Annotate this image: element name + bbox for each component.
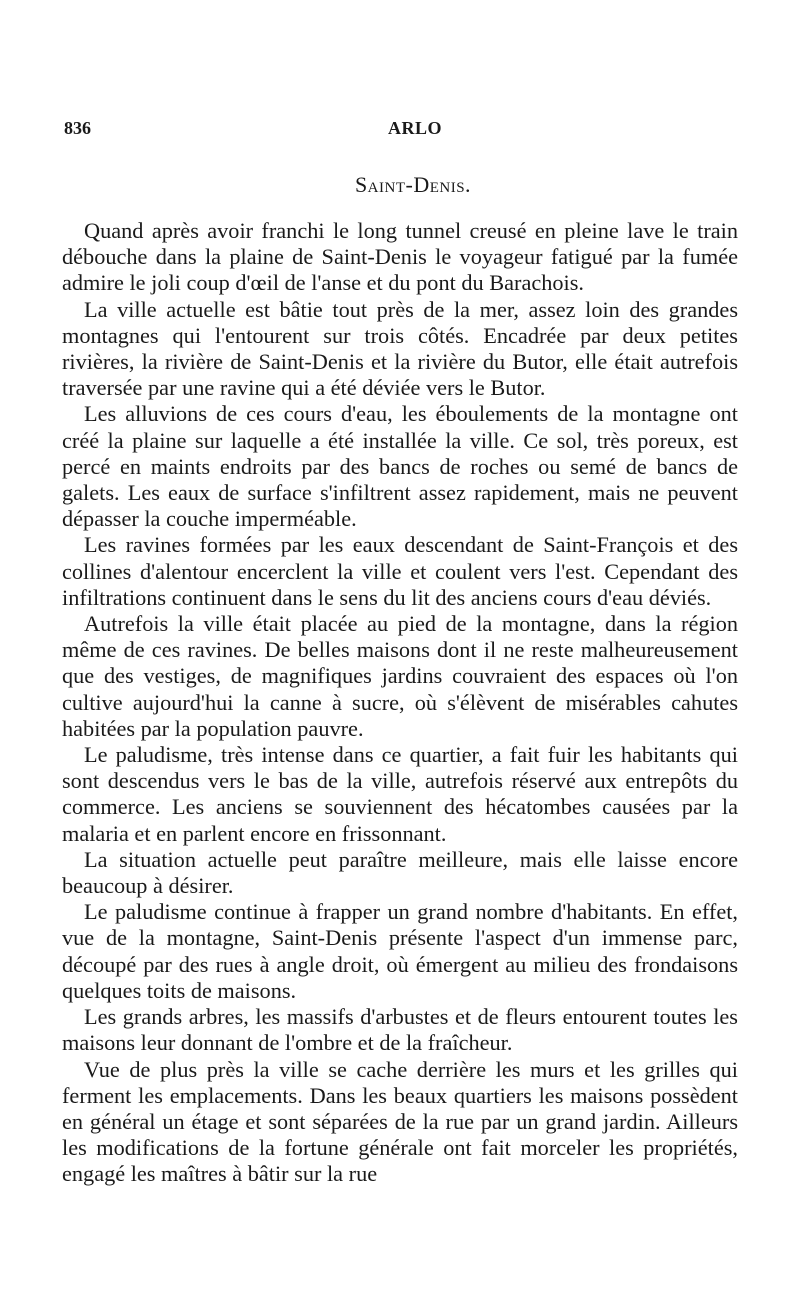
body-text — [62, 218, 738, 1188]
section-title: Saint-Denis. — [354, 172, 472, 197]
paragraph: La ville actuelle est bâtie tout près de la mer, assez loin des grandes montagnes qui l'entourent sur trois côtés. Encadrée par deux petites rivières, la rivière de Saint-Denis et la rivière du Butor, elle était autrefois traversée par une ravine qui a été déviée vers le Butor. — [62, 296, 738, 401]
paragraph: Autrefois la ville était placée au pied de la montagne, dans la région même de ces ravines. De belles maisons dont il ne reste malheureusement que des vestiges, de magnifiques jardins couvraient des espaces où l'on cultive aujourd'hui la canne à sucre, où s'élèvent de misérables cahutes habitées par la population pauvre. — [62, 611, 738, 741]
paragraph: Quand après avoir franchi le long tunnel creusé en pleine lave le train débouche dans la plaine de Saint-Denis le voyageur fatigué par la fumée admire le joli coup d'œil de l'anse et du pont du Barachois. — [62, 218, 738, 296]
paragraph: La situation actuelle peut paraître meilleure, mais elle laisse encore beaucoup à désirer. — [62, 846, 738, 899]
paragraph: Les ravines formées par les eaux descendant de Saint-François et des collines d'alentour encerclent la ville et coulent vers l'est. Cependant des infiltrations continuent dans le sens du lit des anciens cours d'eau déviés. — [62, 532, 738, 610]
paragraph: Vue de plus près la ville se cache derrière les murs et les grilles qui ferment les emplacements. Dans les beaux quartiers les maisons possèdent en général un étage et sont séparées de la rue par un grand jardin. Ailleurs les modifications de la fortune générale ont fait morceler les propriétés, engagé les maîtres à bâtir sur la rue — [62, 1056, 738, 1187]
paragraph: Le paludisme continue à frapper un grand nombre d'habitants. En effet, vue de la montagne, Saint-Denis présente l'aspect d'un immense parc, découpé par des rues à angle droit, où émergent au milieu des frondaisons quelques toits de maisons. — [62, 899, 738, 1003]
running-head — [64, 118, 738, 144]
paragraph: Les grands arbres, les massifs d'arbustes et de fleurs entourent toutes les maisons leur donnant de l'ombre et de la fraîcheur. — [62, 1004, 738, 1056]
paragraph: Le paludisme, très intense dans ce quartier, a fait fuir les habitants qui sont descendus vers le bas de la ville, autrefois réservé aux entrepôts du commerce. Les anciens se souviennent des hécatombes causées par la malaria et en parlent encore en frissonnant. — [62, 742, 738, 846]
running-title: ARLO — [387, 118, 442, 138]
page-number: 836 — [64, 118, 91, 138]
paragraph: Les alluvions de ces cours d'eau, les éboulements de la montagne ont créé la plaine sur laquelle a été installée la ville. Ce sol, très poreux, est percé en maints endroits par des bancs de roches ou semé de bancs de galets. Les eaux de surface s'infiltrent assez rapidement, mais ne peuvent dépasser la couche imperméable. — [62, 401, 738, 532]
